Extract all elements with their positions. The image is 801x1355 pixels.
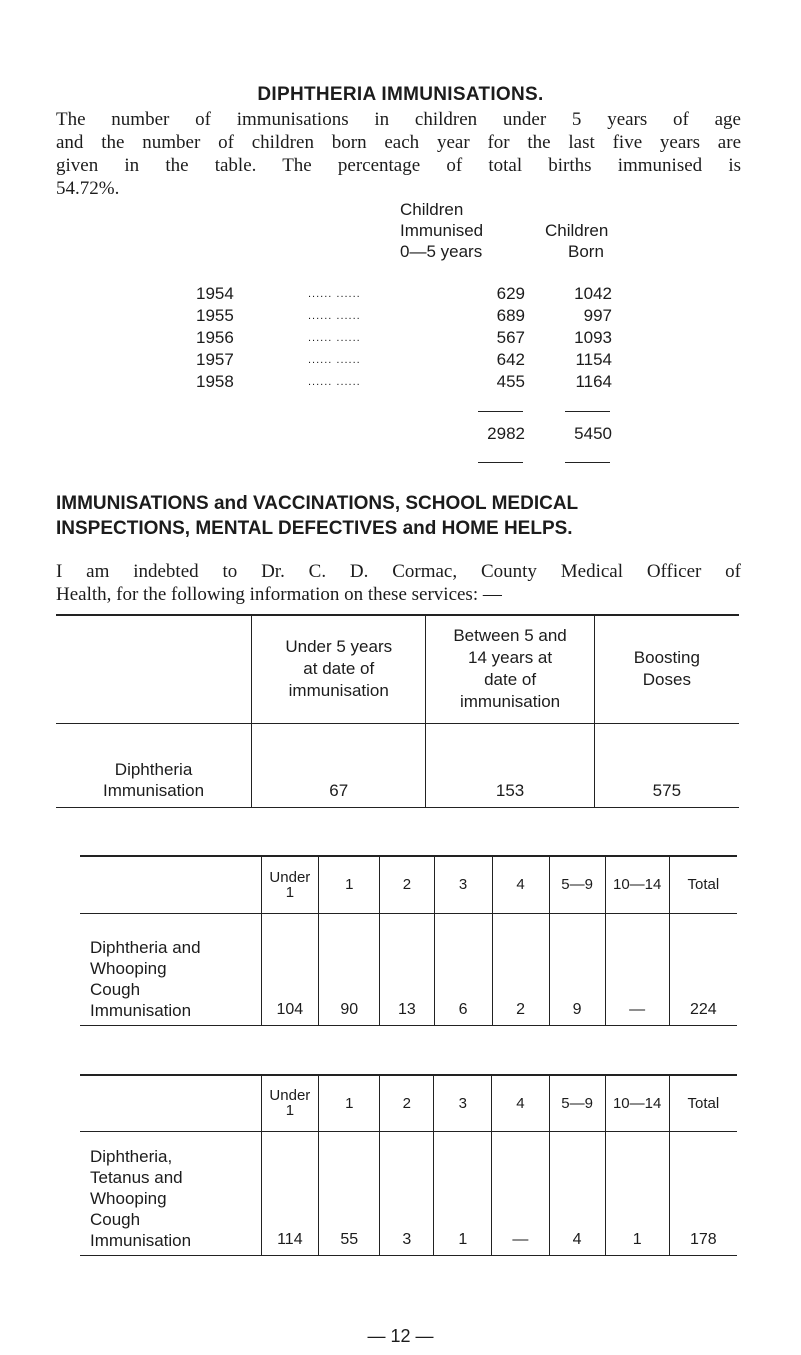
diphtheria-table (56, 614, 739, 808)
table-cell: — (605, 913, 669, 1025)
immunised-cell: 689 (496, 306, 525, 325)
header-line: 0—5 years (400, 242, 483, 261)
table-cell: 178 (669, 1131, 737, 1255)
row-label (80, 913, 261, 1025)
column-header: Total (669, 856, 737, 913)
births-table (0, 0, 801, 480)
year-cell: 1957 (196, 350, 234, 369)
header-line: Children (400, 200, 464, 219)
column-header: 3 (434, 856, 492, 913)
table-cell: 9 (549, 913, 605, 1025)
leader-dots: ...... ...... (308, 354, 361, 366)
column-header: Under 1 (261, 856, 319, 913)
table-cell: 6 (434, 913, 492, 1025)
table-cell: 575 (594, 723, 739, 807)
sum-rule (478, 462, 523, 463)
section-intro (56, 560, 741, 606)
section-heading-line: INSPECTIONS, MENTAL DEFECTIVES and HOME HELPS. (56, 518, 573, 539)
page-title: DIPHTHERIA IMMUNISATIONS. (257, 84, 544, 105)
column-header: 2 (380, 1075, 434, 1131)
row-label-text: Diphtheria and Whooping Cough Immunisation (90, 937, 201, 1020)
column-header: 3 (434, 1075, 492, 1131)
sum-rule (478, 411, 523, 412)
born-cell: 1154 (575, 350, 612, 369)
table-cell: 67 (252, 723, 426, 807)
table-cell: 1 (434, 1131, 492, 1255)
sum-rule (565, 411, 610, 412)
table-cell: 13 (380, 913, 434, 1025)
year-cell: 1954 (196, 284, 234, 303)
born-cell: 1093 (574, 328, 612, 347)
row-label-text: Diphtheria Immunisation (102, 759, 205, 800)
table-cell: 224 (669, 913, 737, 1025)
table-cell: 55 (319, 1131, 380, 1255)
year-cell: 1958 (196, 372, 234, 391)
section-heading-line: IMMUNISATIONS and VACCINATIONS, SCHOOL MEDICAL (56, 493, 579, 514)
intro-line: The number of immunisations in children under 5 years of age (56, 109, 741, 130)
table-cell: 1 (605, 1131, 669, 1255)
dtwc-table (80, 1074, 737, 1256)
sum-rule (565, 462, 610, 463)
leader-dots: ...... ...... (308, 288, 361, 300)
empty-header-cell (80, 1075, 261, 1131)
column-header: 5—9 (549, 1075, 605, 1131)
header-born (545, 220, 685, 262)
immunised-cell: 642 (496, 350, 525, 369)
column-header (594, 615, 739, 723)
table-cell: 3 (380, 1131, 434, 1255)
leader-dots: ...... ...... (308, 332, 361, 344)
table-cell: 4 (549, 1131, 605, 1255)
year-cell: 1955 (196, 306, 234, 325)
column-header: 1 (319, 856, 380, 913)
table-cell: 104 (261, 913, 319, 1025)
header-line: Children (545, 221, 609, 240)
header-line: Immunised (400, 221, 484, 240)
immunised-cell: 455 (496, 372, 525, 391)
header-text: Boosting Doses (633, 648, 700, 690)
born-cell: 1164 (575, 372, 612, 391)
column-header: Total (669, 1075, 737, 1131)
row-label-text: Diphtheria, Tetanus and Whooping Cough Immunisation (90, 1146, 192, 1250)
table-cell: 153 (426, 723, 594, 807)
leader-dots: ...... ...... (308, 376, 361, 388)
section-heading (56, 491, 746, 541)
born-cell: 997 (583, 306, 612, 325)
empty-header-cell (56, 615, 252, 723)
intro-line: 54.72%. (56, 178, 120, 199)
immunised-cell: 567 (496, 328, 525, 347)
section-intro-line: Health, for the following information on these services: — (56, 584, 502, 605)
header-text: Between 5 and 14 years at date of immunisation (453, 626, 567, 712)
row-label (80, 1131, 261, 1255)
intro-line: and the number of children born each year for the last five years are (56, 132, 741, 153)
table-cell: — (492, 1131, 549, 1255)
column-header (252, 615, 426, 723)
column-header: 4 (492, 856, 549, 913)
section-intro-line: I am indebted to Dr. C. D. Cormac, County Medical Officer of (56, 561, 741, 582)
immunised-cell: 629 (496, 284, 525, 303)
column-header: 10—14 (605, 856, 669, 913)
column-header (426, 615, 594, 723)
header-text: Under 5 years at date of immunisation (285, 637, 393, 701)
leader-dots: ...... ...... (308, 310, 361, 322)
intro-line: given in the table. The percentage of total births immunised is (56, 155, 741, 176)
total-immunised: 2982 (487, 424, 525, 443)
dwc-table (80, 855, 737, 1026)
row-label (56, 723, 252, 807)
table-cell: 2 (492, 913, 549, 1025)
empty-header-cell (80, 856, 261, 913)
column-header: 1 (319, 1075, 380, 1131)
header-line: Born (568, 242, 604, 261)
header-immunised (400, 199, 550, 262)
column-header: 10—14 (605, 1075, 669, 1131)
table-cell: 114 (261, 1131, 319, 1255)
born-cell: 1042 (574, 284, 612, 303)
column-header: 5—9 (549, 856, 605, 913)
column-header: Under 1 (261, 1075, 319, 1131)
column-header: 2 (380, 856, 434, 913)
total-born: 5450 (574, 424, 612, 443)
page-number: — 12 — (367, 1326, 434, 1346)
table-cell: 90 (319, 913, 380, 1025)
column-header: 4 (492, 1075, 549, 1131)
year-cell: 1956 (196, 328, 234, 347)
